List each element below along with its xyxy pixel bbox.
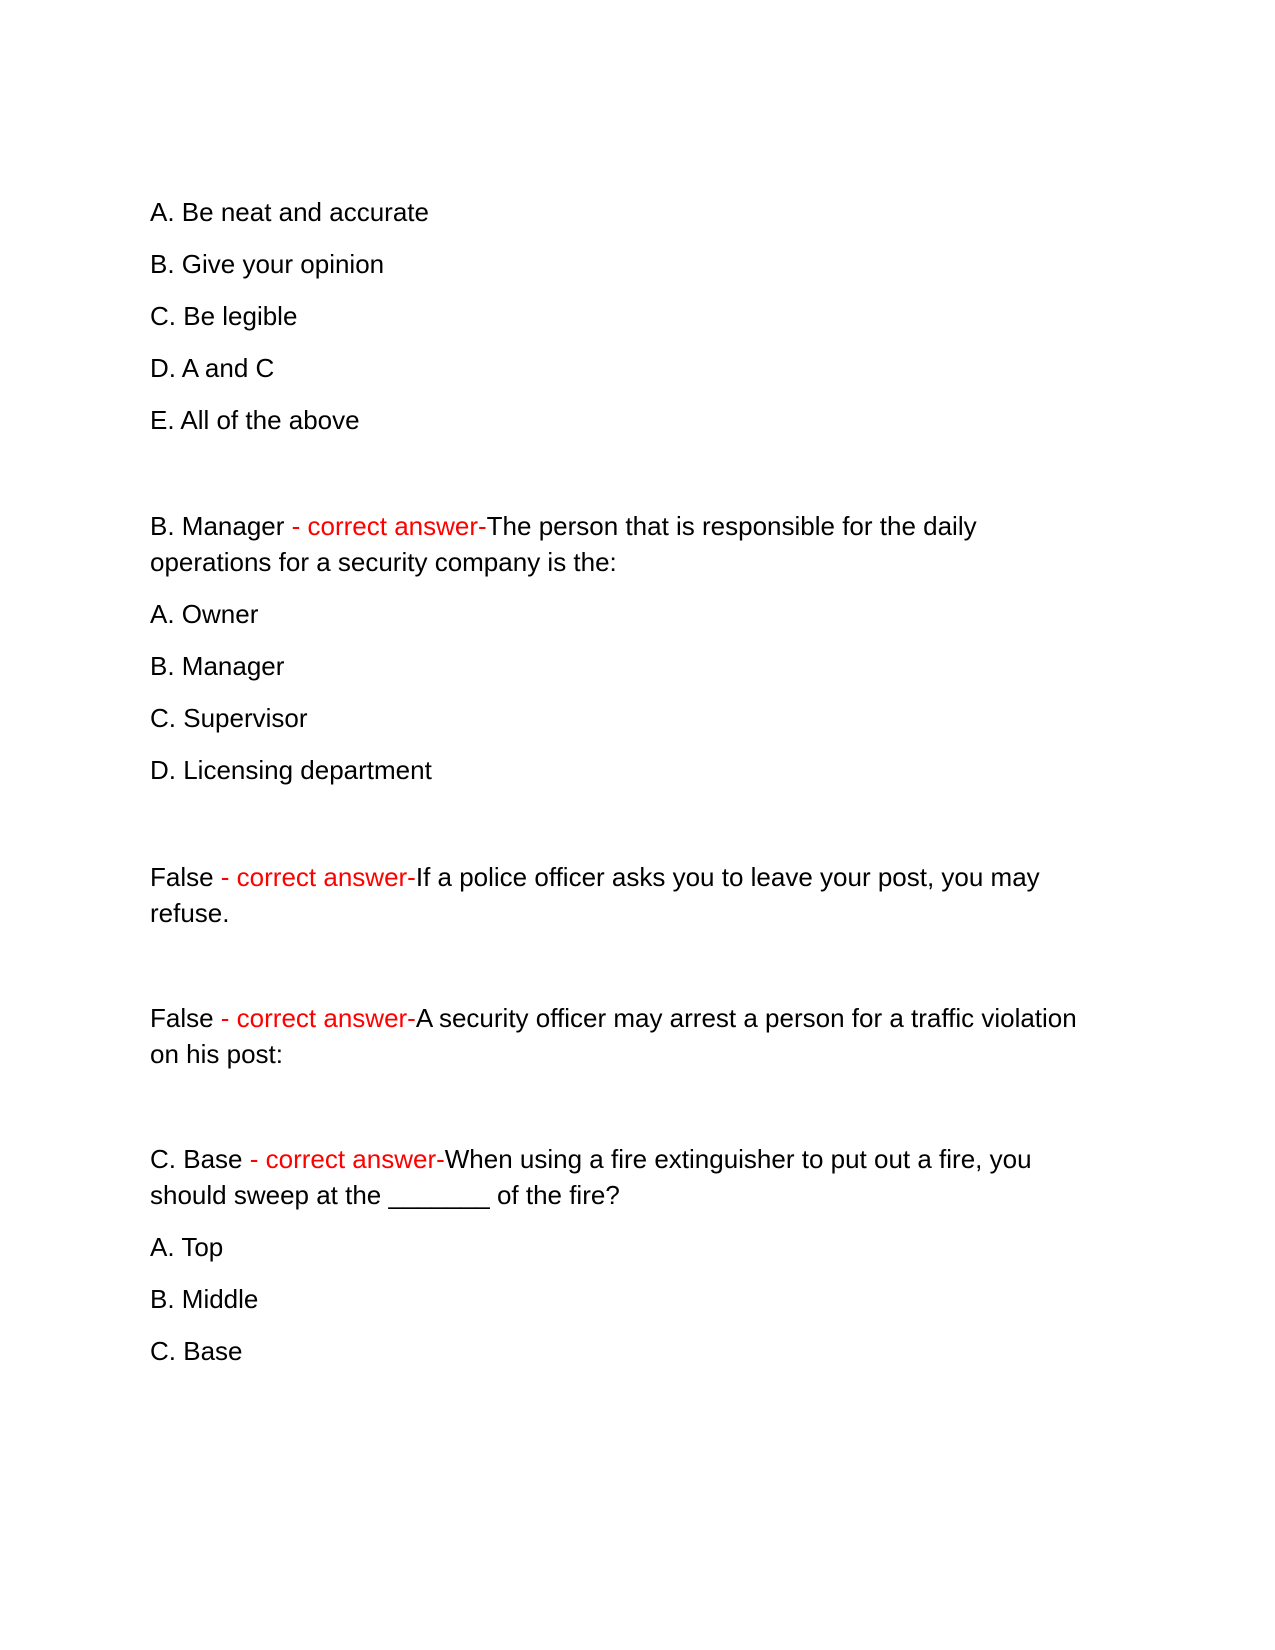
option-b-manager: B. Manager — [150, 651, 285, 681]
option-c-supervisor: C. Supervisor — [150, 703, 308, 733]
option-e-all-above: E. All of the above — [150, 405, 360, 435]
answer-text: False — [150, 1003, 214, 1033]
option-a-neat-accurate: A. Be neat and accurate — [150, 197, 429, 227]
option-d-licensing: D. Licensing department — [150, 755, 432, 785]
option-a-owner: A. Owner — [150, 599, 259, 629]
answer-text: C. Base — [150, 1144, 243, 1174]
question-continuation: should sweep at the _______ of the fire? — [150, 1180, 620, 1210]
correct-answer-marker: - correct answer- — [284, 511, 487, 541]
question-line — [150, 507, 1110, 545]
answer-text: False — [150, 862, 214, 892]
option-c-base: C. Base — [150, 1336, 243, 1366]
option-b-give-opinion: B. Give your opinion — [150, 249, 385, 279]
question-continuation: refuse. — [150, 898, 230, 928]
question-text: When using a fire extinguisher to put out a fire, you — [444, 1144, 1032, 1174]
option-b-middle: B. Middle — [150, 1284, 259, 1314]
correct-answer-marker: - correct answer- — [213, 1003, 416, 1033]
correct-answer-marker: - correct answer- — [242, 1144, 445, 1174]
question-line — [150, 1140, 1110, 1178]
question-line — [150, 858, 1110, 896]
question-text: A security officer may arrest a person for a traffic violation — [415, 1003, 1077, 1033]
option-a-top: A. Top — [150, 1232, 224, 1262]
question-text: The person that is responsible for the daily — [486, 511, 977, 541]
answer-text: B. Manager — [150, 511, 285, 541]
question-continuation: operations for a security company is the: — [150, 547, 617, 577]
question-text: If a police officer asks you to leave your post, you may — [415, 862, 1040, 892]
option-d-a-and-c: D. A and C — [150, 353, 275, 383]
correct-answer-marker: - correct answer- — [213, 862, 416, 892]
question-line — [150, 999, 1110, 1037]
question-continuation: on his post: — [150, 1039, 283, 1069]
option-c-be-legible: C. Be legible — [150, 301, 298, 331]
